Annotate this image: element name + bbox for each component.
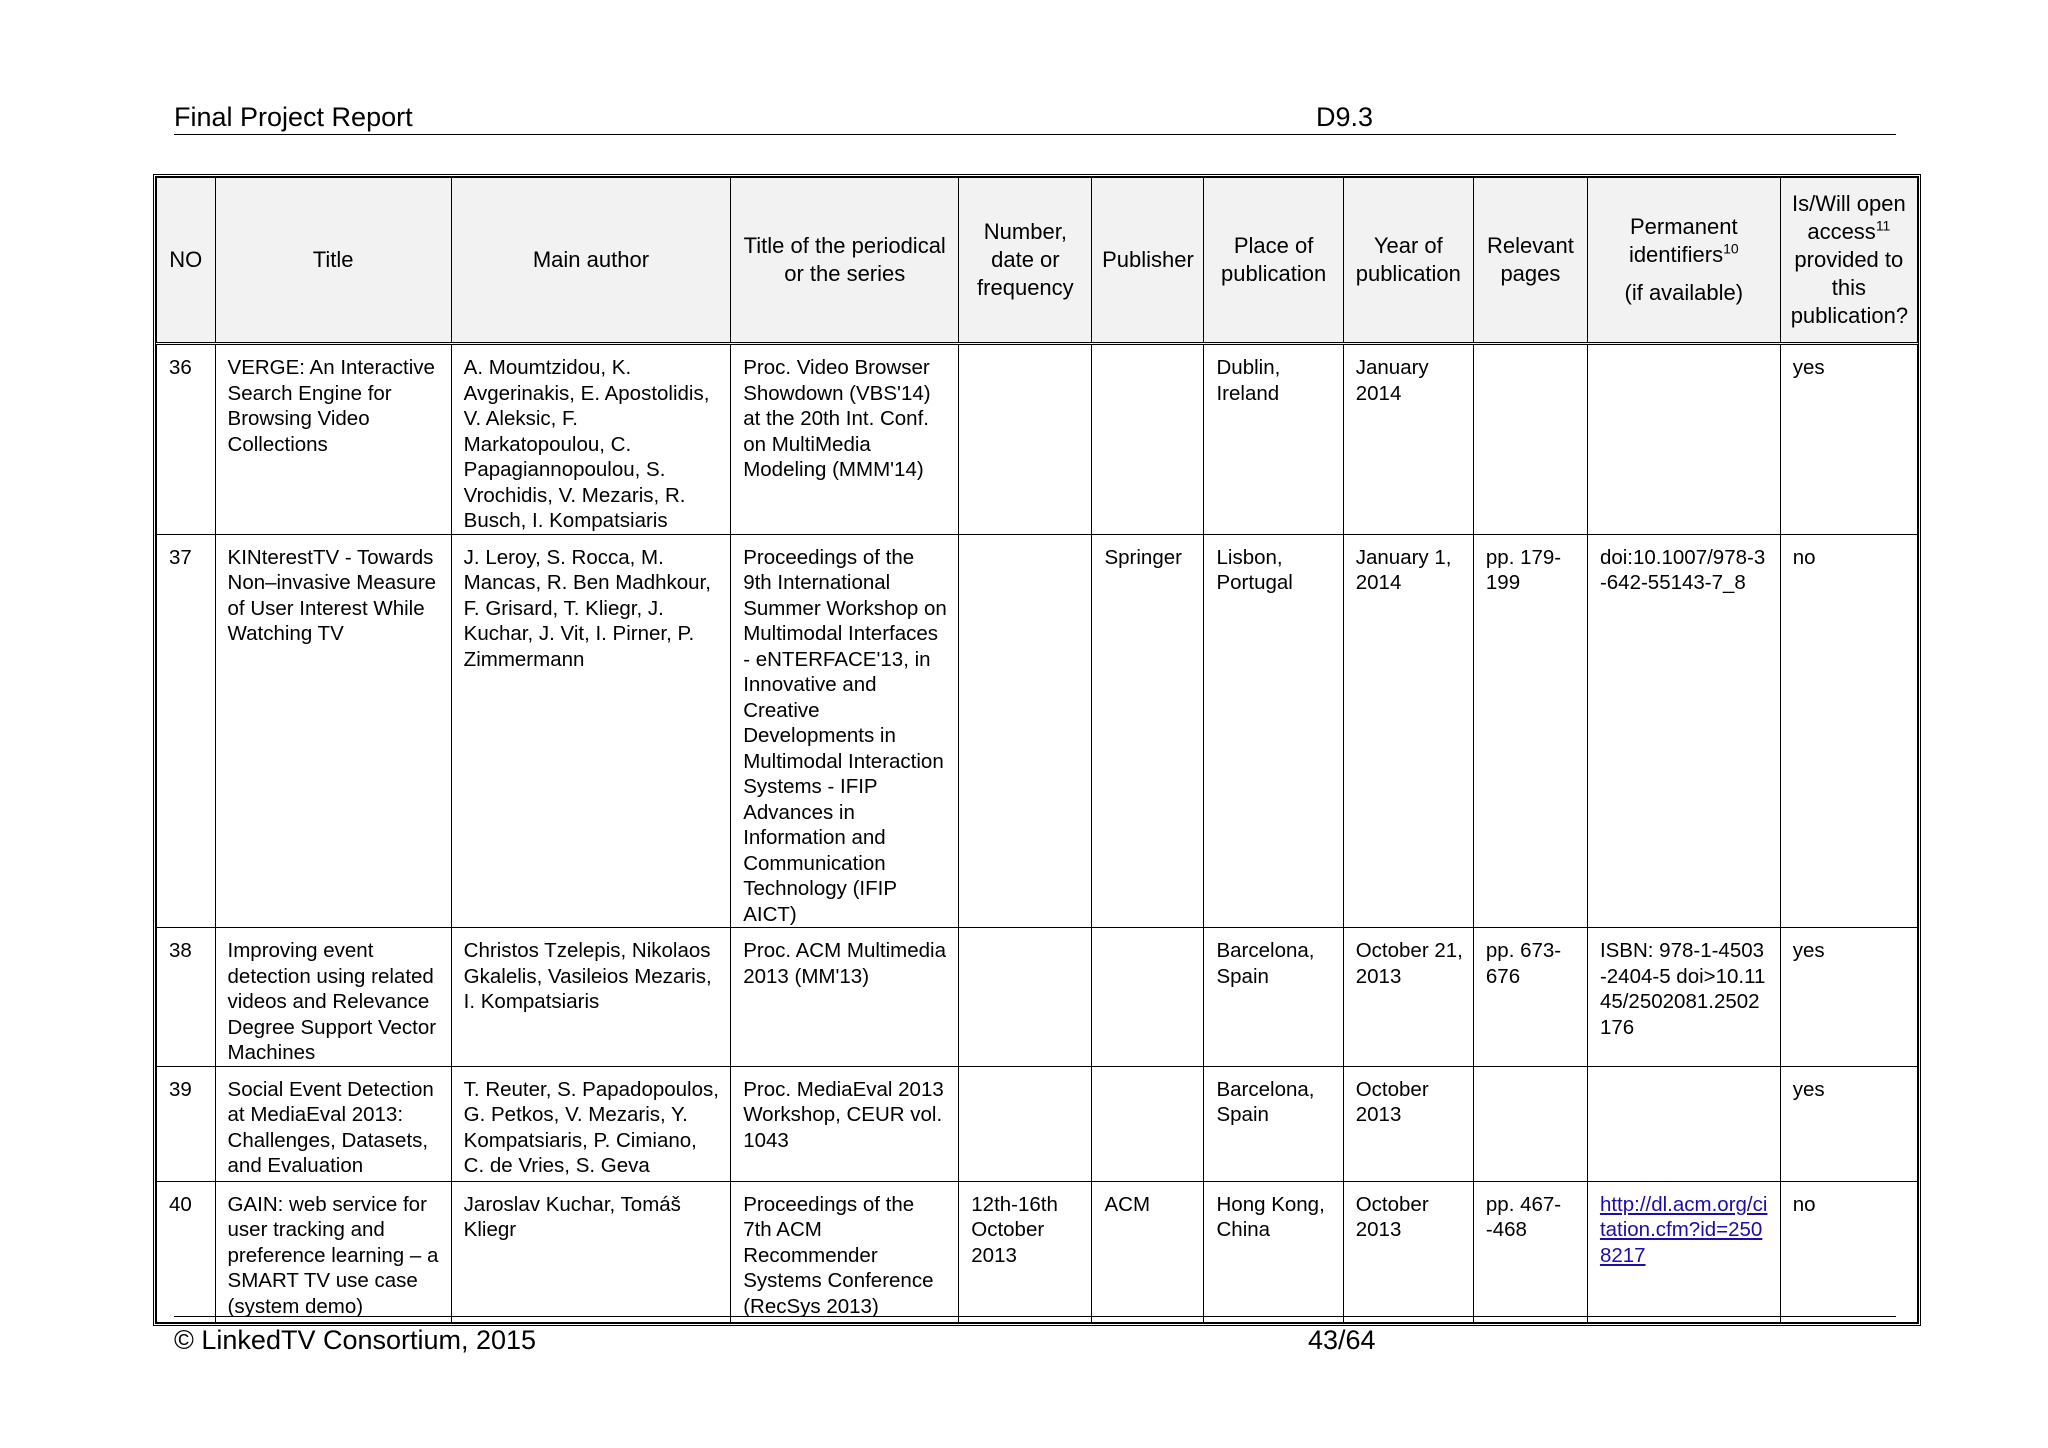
header-title: Final Project Report [174,102,413,132]
publications-table [156,177,1918,1323]
cell-periodical: Proc. MediaEval 2013 Workshop, CEUR vol. 1043 [731,1066,959,1181]
cell-author: J. Leroy, S. Rocca, M. Mancas, R. Ben Madhkour, F. Grisard, T. Kliegr, J. Kuchar, J. Vit, I. Pirner, P. Zimmermann [451,534,731,928]
cell-year: January 1, 2014 [1343,534,1473,928]
cell-number [959,1066,1092,1181]
cell-permanent [1587,344,1780,535]
cell-number [959,928,1092,1067]
page-footer [174,1316,1896,1365]
cell-year: October 21, 2013 [1343,928,1473,1067]
page-header [174,100,1896,135]
col-header-permanent [1587,178,1780,344]
cell-place: Barcelona, Spain [1204,1066,1343,1181]
cell-open-access: yes [1780,1066,1917,1181]
col-header-no: NO [157,178,216,344]
cell-pages: pp. 673-676 [1473,928,1587,1067]
cell-no: 36 [157,344,216,535]
cell-year: January 2014 [1343,344,1473,535]
cell-open-access: yes [1780,344,1917,535]
header-doc-id: D9.3 [1316,102,1374,132]
cell-number [959,534,1092,928]
table-row [157,1181,1918,1322]
cell-open-access: no [1780,1181,1917,1322]
col-header-open-access-b: provided to this publication? [1790,247,1909,328]
cell-pages [1473,1066,1587,1181]
cell-title: Improving event detection using related videos and Relevance Degree Support Vector Machines [215,928,451,1067]
cell-permanent [1587,1181,1780,1322]
publications-table-wrapper [153,174,1921,1326]
col-header-permanent-sub: (if available) [1624,280,1744,305]
cell-periodical: Proc. ACM Multimedia 2013 (MM'13) [731,928,959,1067]
cell-no: 38 [157,928,216,1067]
cell-author: Jaroslav Kuchar, Tomáš Kliegr [451,1181,731,1322]
cell-no: 40 [157,1181,216,1322]
cell-title: KINterestTV - Towards Non–invasive Measure of User Interest While Watching TV [215,534,451,928]
acm-citation-link[interactable]: http://dl.acm.org/citation.cfm?id=2508217 [1599,1192,1768,1267]
cell-number [959,344,1092,535]
table-header-row [157,178,1918,344]
cell-open-access: yes [1780,928,1917,1067]
cell-open-access: no [1780,534,1917,928]
table-row [157,928,1918,1067]
col-header-publisher: Publisher [1092,178,1204,344]
footnote-ref-11: 11 [1875,217,1891,234]
cell-permanent: ISBN: 978-1-4503-2404-5 doi>10.1145/2502081.2502176 [1587,928,1780,1067]
col-header-open-access-a: Is/Will open access [1791,191,1906,244]
cell-publisher: Springer [1092,534,1204,928]
cell-pages: pp. 467--468 [1473,1181,1587,1322]
table-row [157,1066,1918,1181]
cell-no: 37 [157,534,216,928]
cell-title: GAIN: web service for user tracking and preference learning – a SMART TV use case (system demo) [215,1181,451,1322]
col-header-place: Place of publication [1204,178,1343,344]
cell-place: Hong Kong, China [1204,1181,1343,1322]
col-header-number: Number, date or frequency [959,178,1092,344]
col-header-author: Main author [451,178,731,344]
cell-place: Lisbon, Portugal [1204,534,1343,928]
cell-publisher [1092,344,1204,535]
page-number: 43/64 [1308,1325,1376,1355]
cell-place: Dublin, Ireland [1204,344,1343,535]
cell-author: Christos Tzelepis, Nikolaos Gkalelis, Vasileios Mezaris, I. Kompatsiaris [451,928,731,1067]
cell-year: October 2013 [1343,1181,1473,1322]
cell-number: 12th-16th October 2013 [959,1181,1092,1322]
cell-year: October 2013 [1343,1066,1473,1181]
cell-author: A. Moumtzidou, K. Avgerinakis, E. Apostolidis, V. Aleksic, F. Markatopoulou, C. Papagiannopoulou, S. Vrochidis, V. Mezaris, R. Busch, I. Kompatsiaris [451,344,731,535]
cell-periodical: Proc. Video Browser Showdown (VBS'14) at the 20th Int. Conf. on MultiMedia Modeling (MMM'14) [731,344,959,535]
table-row [157,344,1918,535]
cell-place: Barcelona, Spain [1204,928,1343,1067]
cell-pages [1473,344,1587,535]
col-header-year: Year of publication [1343,178,1473,344]
cell-title: Social Event Detection at MediaEval 2013: Challenges, Datasets, and Evaluation [215,1066,451,1181]
cell-periodical: Proceedings of the 7th ACM Recommender Systems Conference (RecSys 2013) [731,1181,959,1322]
cell-title: VERGE: An Interactive Search Engine for Browsing Video Collections [215,344,451,535]
cell-publisher: ACM [1092,1181,1204,1322]
cell-publisher [1092,928,1204,1067]
col-header-permanent-label: Permanent identifiers [1628,214,1738,267]
cell-pages: pp. 179-199 [1473,534,1587,928]
cell-no: 39 [157,1066,216,1181]
footnote-ref-10: 10 [1723,240,1739,257]
col-header-open-access [1780,178,1917,344]
cell-publisher [1092,1066,1204,1181]
col-header-periodical: Title of the periodical or the series [731,178,959,344]
cell-permanent: doi:10.1007/978-3-642-55143-7_8 [1587,534,1780,928]
col-header-pages: Relevant pages [1473,178,1587,344]
footer-copyright: © LinkedTV Consortium, 2015 [174,1325,537,1355]
cell-periodical: Proceedings of the 9th International Summer Workshop on Multimodal Interfaces - eNTERFACE'13, in Innovative and Creative Developments in Multimodal Interaction Systems - IFIP Advances in Information and Communication Technology (IFIP AICT) [731,534,959,928]
col-header-title: Title [215,178,451,344]
cell-permanent [1587,1066,1780,1181]
table-row [157,534,1918,928]
cell-author: T. Reuter, S. Papadopoulos, G. Petkos, V. Mezaris, Y. Kompatsiaris, P. Cimiano, C. de Vries, S. Geva [451,1066,731,1181]
